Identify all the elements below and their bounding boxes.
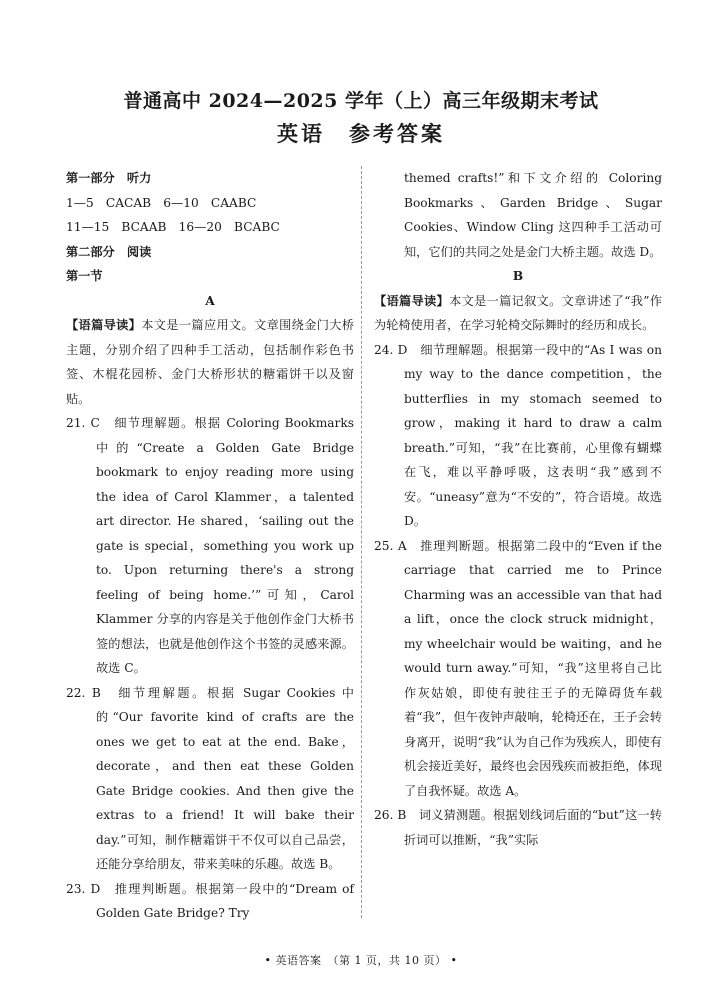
right-column <box>374 166 662 852</box>
section1-heading: 第一节 <box>66 269 103 283</box>
exam-title: 普通高中 2024—2025 学年（上）高三年级期末考试 <box>123 90 599 112</box>
listening-answers-2: 11—15 BCAAB 16—20 BCABC <box>66 220 280 234</box>
question-26: 26. B 词义猜测题。根据划线词后面的“but”这一转折词可以推断，“我”实际 <box>374 808 662 847</box>
question-25: 25. A 推理判断题。根据第二段中的“Even if the carriage that carried me to Prince Charming was an accessible van that had a lift，once the clock struck midnight，my wheelchair would be waiting，and he would turn away.”可知，“我”这里将自己比作灰姑娘，即使有驶往王子的无障碍货车载着“我”，但午夜钟声敲响，轮椅还在，王子会转身离开，说明“我”认为自己作为残疾人，即使有机会接近美好，最终也会因残疾而被拒绝，体现了自我怀疑。故选 A。 <box>374 538 662 798</box>
column-divider <box>361 166 362 918</box>
question-23: 23. D 推理判断题。根据第一段中的“Dream of Golden Gate Bridge? Try <box>66 881 354 920</box>
answer-key-title: 英语 参考答案 <box>277 121 445 146</box>
passage-b-guide <box>374 289 662 338</box>
guide-text: 本文是一篇记叙文。文章讲述了“我”作为轮椅使用者，在学习轮椅交际舞时的经历和成长。 <box>374 293 662 332</box>
part1-heading: 第一部分 听力 <box>66 171 152 185</box>
question-21: 21. C 细节理解题。根据 Coloring Bookmarks 中的“Create a Golden Gate Bridge bookmark to enjoy reading more using the idea of Carol Klammer，a talented art director. He shared，‘sailing out the gate is special，something you work up to. Upon returning there's a strong feeling of being home.’”可知，Carol Klammer 分享的内容是关于他创作金门大桥书签的想法，也就是他创作这个书签的灵感来源。故选 C。 <box>66 416 354 675</box>
question-23-continued: themed crafts!”和下文介绍的 Coloring Bookmarks、Garden Bridge、Sugar Cookies、Window Cling 这四种手工活动可知，它们的共同之处是金门大桥主题。故选 D。 <box>404 171 662 259</box>
passage-a-heading: A <box>205 293 215 308</box>
listening-answers-1: 1—5 CACAB 6—10 CAABC <box>66 195 257 210</box>
question-24: 24. D 细节理解题。根据第一段中的“As I was on my way to the dance competition，the butterflies in my stomach seemed to grow，making it hard to draw a calm breath.”可知，“我”在比赛前，心里像有蝴蝶在飞，难以平静呼吸，这表明“我”感到不安。“uneasy”意为“不安的”，符合语境。故选 D。 <box>374 342 662 528</box>
left-column <box>66 166 354 926</box>
question-22: 22. B 细节理解题。根据 Sugar Cookies 中的“Our favorite kind of crafts are the ones we get to eat at the end. Bake，decorate，and then eat these Golden Gate Bridge cookies. And then give the extras to a friend! It will bake their day.”可知，制作糖霜饼干不仅可以自己品尝，还能分享给朋友，带来美味的乐趣。故选 B。 <box>66 685 354 871</box>
passage-a-guide <box>66 313 354 411</box>
part2-heading: 第二部分 阅读 <box>66 244 152 259</box>
page-footer: • 英语答案 （第 1 页，共 10 页） • <box>264 954 458 967</box>
guide-tag: 【语篇导读】 <box>374 293 450 308</box>
guide-text: 本文是一篇应用文。文章围绕金门大桥主题，分别介绍了四种手工活动，包括制作彩色书签、木棍花园桥、金门大桥形状的糖霜饼干以及窗贴。 <box>66 318 355 406</box>
guide-tag: 【语篇导读】 <box>66 318 142 332</box>
passage-b-heading: B <box>512 269 524 283</box>
